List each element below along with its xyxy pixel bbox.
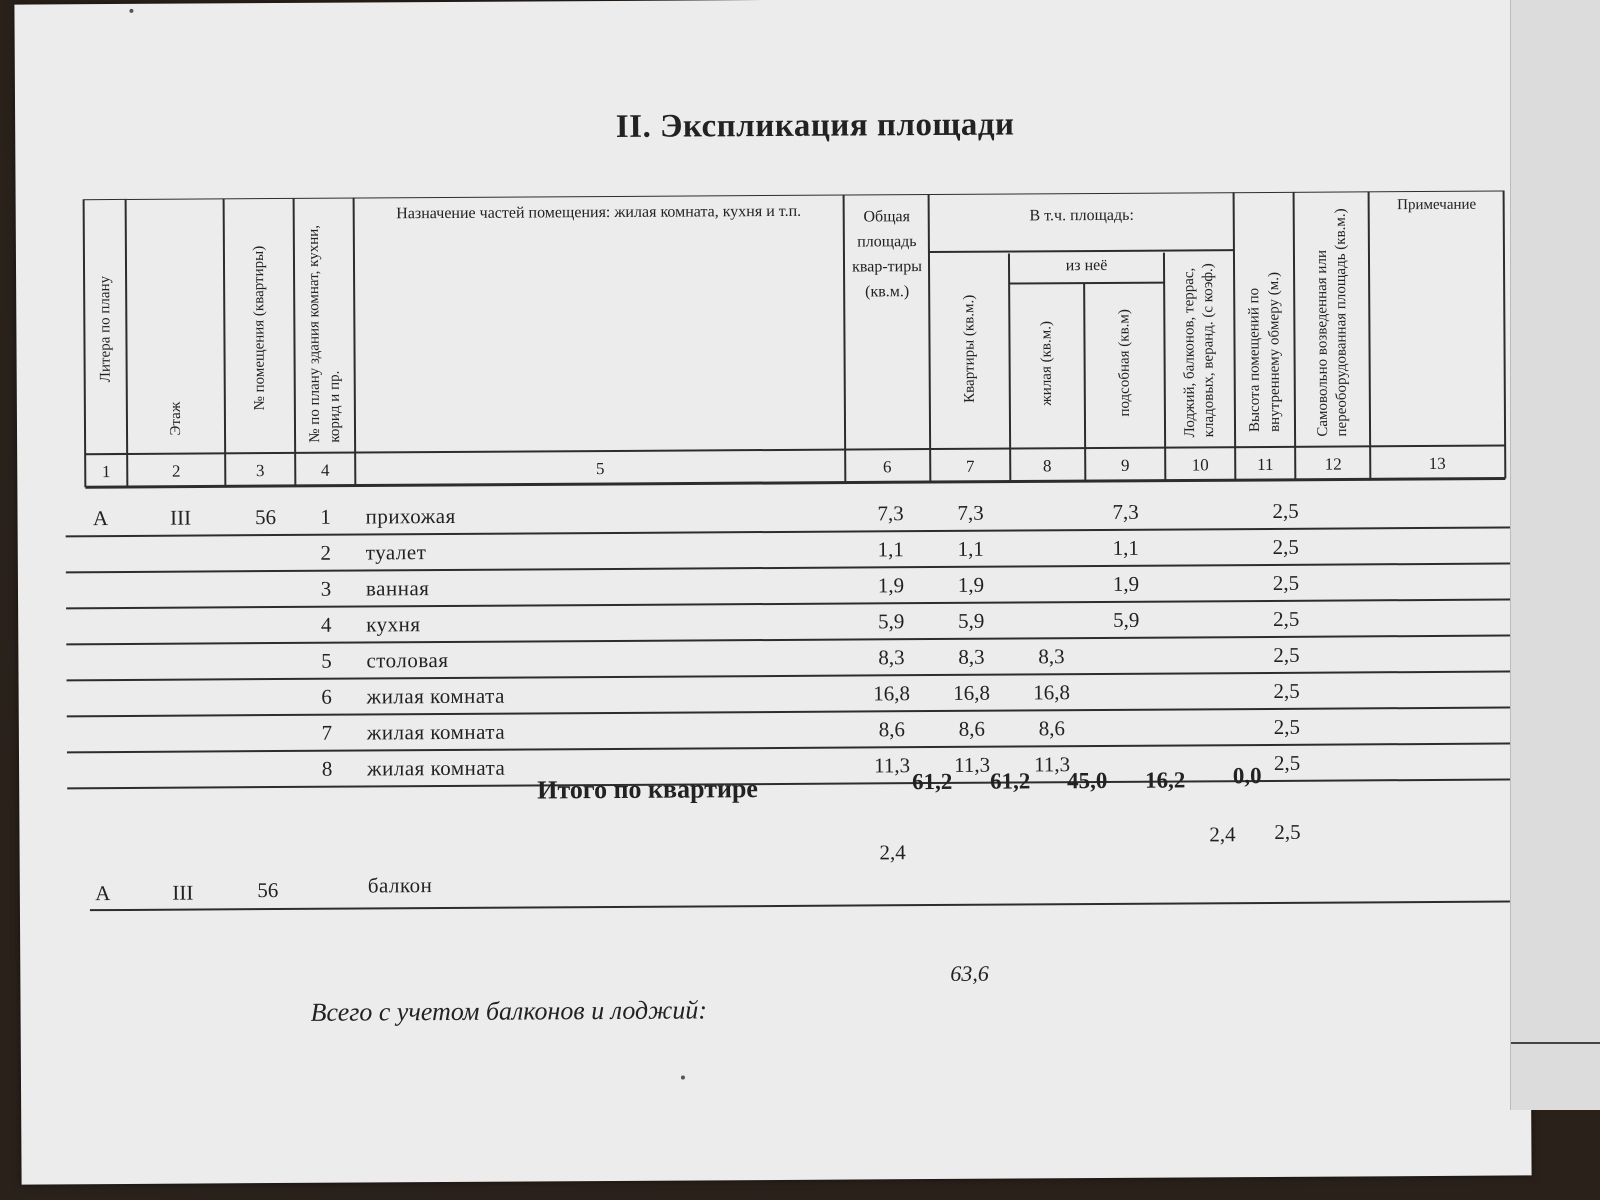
balcony-height: 2,5 [1274,819,1301,844]
cell-total-area: 1,9 [877,573,905,598]
header-c5-purpose: Назначение частей помещения: жилая комната, кухня и т.п. [396,202,802,223]
cell-room-name: жилая комната [366,719,506,745]
cell-room-number: 2 [320,540,332,565]
cell-aux-area: 1,9 [1112,571,1140,596]
totals-living-area: 45,0 [1066,767,1108,794]
col-number: 5 [595,459,605,479]
col-number: 7 [965,456,975,476]
header-c1-litera: Литера по плану [97,275,114,383]
cell-height: 2,5 [1273,642,1300,667]
header-c11-height: Высота помещений по внутреннему обмеру (м.) [1246,271,1284,433]
cell-total-area: 8,3 [878,645,905,670]
cell-height: 2,5 [1272,570,1300,595]
col-number: 6 [882,457,892,477]
totals-flat-area: 61,2 [989,768,1031,794]
cell-room-name: ванная [365,576,430,601]
document-title: II. Экспликация площади [615,106,1015,145]
grand-total-value: 63,6 [950,960,989,986]
col-number: 11 [1256,454,1274,475]
col-number: 2 [171,461,181,481]
header-c13-note: Примечание [1397,196,1477,214]
cell-flat-area: 7,3 [957,500,984,525]
totals-aux-area: 16,2 [1144,767,1186,793]
cell-apartment: 56 [254,505,277,530]
cell-flat-area: 1,9 [957,572,985,597]
totals-total-area: 61,2 [911,768,953,795]
cell-aux-area: 5,9 [1112,607,1140,632]
cell-room-name: туалет [365,540,427,565]
cell-aux-area: 7,3 [1112,499,1139,524]
totals-loggia-area: 0,0 [1232,763,1262,789]
col-number: 9 [1120,455,1130,475]
cell-height: 2,5 [1273,750,1301,775]
cell-total-area: 7,3 [877,501,904,526]
cell-litera: А [92,506,109,531]
header-grid-lines [64,190,1526,499]
header-c2-etazh: Этаж [167,401,185,436]
balcony-total-area: 2,4 [879,840,906,865]
cell-height: 2,5 [1272,498,1299,523]
cell-living-area: 8,6 [1038,716,1066,741]
cell-flat-area: 16,8 [953,680,991,705]
cell-flat-area: 11,3 [953,752,991,777]
paper-speck [681,1076,685,1080]
balcony-row [67,815,1528,914]
balcony-apartment: 56 [257,878,279,903]
col-number: 1 [101,462,111,482]
cell-height: 2,5 [1273,714,1301,739]
grand-total-label: Всего с учетом балконов и лоджий: [310,995,708,1027]
header-c10-loggias: Лоджий, балконов, террас, кладовых, веранд. (с коэф.) [1181,263,1218,438]
underlying-page-rule [1511,1042,1600,1044]
header-c12-unauthorized-area: Самовольно возведенная или переоборудованная площадь (кв.м.) [1313,208,1351,437]
cell-height: 2,5 [1273,678,1300,703]
header-c6-total-area: Общая площадь квар-тиры (кв.м.) [852,208,923,301]
balcony-litera: А [95,881,111,906]
cell-total-area: 1,1 [877,537,904,562]
cell-total-area: 16,8 [873,681,911,706]
cell-room-number: 5 [321,648,332,673]
cell-living-area: 8,3 [1038,644,1065,669]
col-number: 12 [1324,454,1342,474]
col-number: 3 [255,461,265,481]
header-c4-plan-number: № по плану здания комнат, кухни, корид и пр. [305,224,344,443]
cell-room-name: прихожая [365,503,456,529]
cell-total-area: 8,6 [878,717,906,742]
col-number: 10 [1191,455,1209,475]
cell-room-number: 1 [320,504,331,529]
cell-height: 2,5 [1272,534,1299,559]
cell-living-area: 11,3 [1033,752,1071,777]
totals-label: Итого по квартире [537,774,758,805]
underlying-page-edge [1510,0,1600,1110]
header-c9-auxiliary-area: подсобная (кв.м) [1116,309,1133,417]
cell-room-name: жилая комната [367,755,506,781]
col-number: 13 [1428,453,1446,473]
cell-living-area: 16,8 [1033,680,1071,705]
cell-flat-area: 8,3 [958,644,985,669]
table-header [64,190,1526,499]
cell-total-area: 11,3 [873,753,911,778]
cell-total-area: 5,9 [877,609,905,634]
cell-aux-area: 1,1 [1112,535,1139,560]
balcony-floor: III [172,880,194,905]
cell-room-number: 4 [320,612,332,637]
cell-room-name: столовая [366,647,449,673]
cell-floor: III [169,505,192,530]
cell-room-number: 3 [320,576,332,601]
balcony-name: балкон [367,873,433,898]
balcony-loggia-area: 2,4 [1209,822,1236,847]
header-c7-apartment-area: Квартиры (кв.м.) [961,294,978,403]
cell-room-name: кухня [366,612,421,637]
col-number: 4 [320,460,330,480]
header-group-of-which: из неё [1065,256,1108,275]
document-page [14,0,1531,1185]
col-number: 8 [1042,456,1052,476]
cell-room-number: 8 [321,756,333,781]
header-c8-living-area: жилая (кв.м.) [1038,321,1055,406]
cell-flat-area: 1,1 [957,536,984,561]
cell-room-number: 6 [321,684,332,709]
cell-height: 2,5 [1272,606,1300,631]
cell-flat-area: 5,9 [957,608,985,633]
header-group-incl-area: В т.ч. площадь: [1029,206,1134,225]
paper-speck [129,9,133,13]
cell-flat-area: 8,6 [958,716,986,741]
header-c3-apartment-number: № помещения (квартиры) [250,245,268,411]
cell-room-name: жилая комната [366,683,505,709]
cell-room-number: 7 [321,720,333,745]
